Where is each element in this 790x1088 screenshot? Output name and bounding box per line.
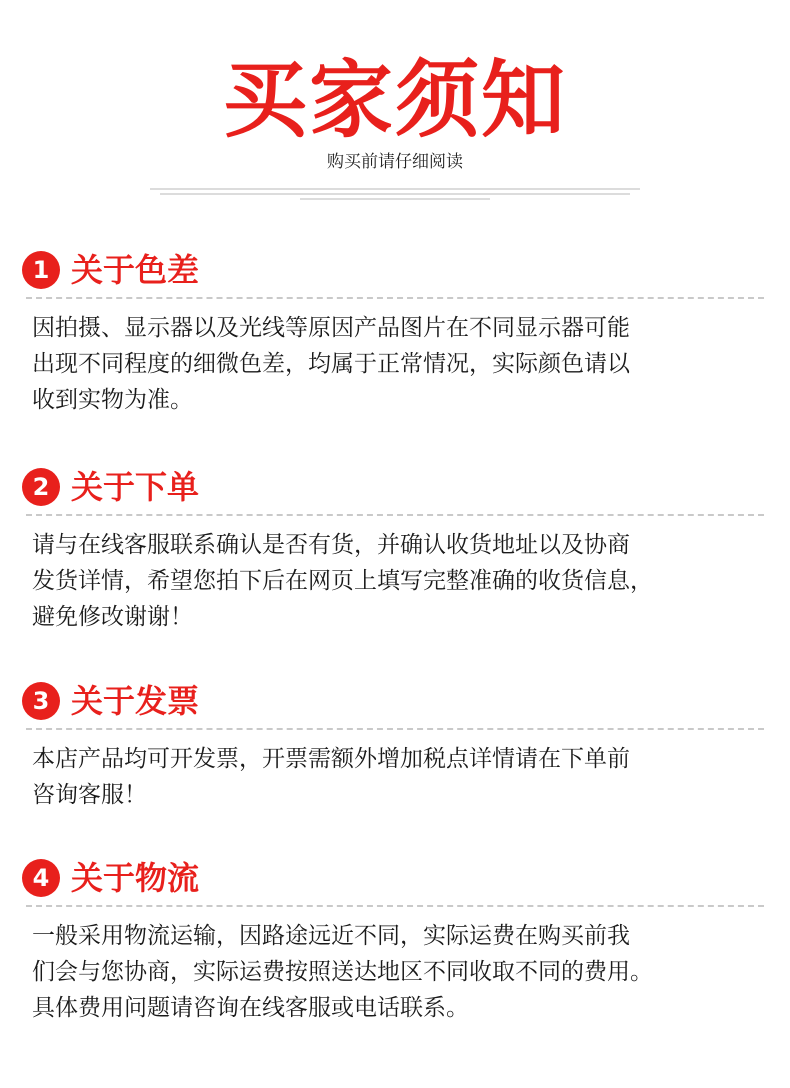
section-heading — [22, 858, 199, 898]
section-body: 因拍摄、显示器以及光线等原因产品图片在不同显示器可能 出现不同程度的细微色差，均属于正常情况，实际颜色请以 收到实物为准。 — [32, 315, 630, 413]
dashed-divider — [26, 514, 764, 516]
section-heading — [22, 250, 199, 290]
section-heading — [22, 467, 199, 507]
page-subtitle: 购买前请仔细阅读 — [327, 152, 463, 172]
page-title: 买家须知 — [222, 51, 567, 149]
section-title: 关于下单 — [71, 468, 200, 506]
section-title: 关于发票 — [71, 682, 200, 720]
number-badge: 4 — [22, 859, 60, 897]
dashed-divider — [26, 905, 764, 907]
section-body: 一般采用物流运输，因路途远近不同，实际运费在购买前我 们会与您协商，实际运费按照送达地区不同收取不同的费用。 具体费用问题请咨询在线客服或电话联系。 — [32, 923, 653, 1021]
number-badge: 1 — [22, 251, 60, 289]
dashed-divider — [26, 297, 764, 299]
section-body: 本店产品均可开发票，开票需额外增加税点详情请在下单前 咨询客服！ — [32, 746, 630, 808]
decorative-fine-print — [150, 186, 640, 204]
dashed-divider — [26, 728, 764, 730]
section-heading — [22, 681, 199, 721]
number-badge: 3 — [22, 682, 60, 720]
section-body: 请与在线客服联系确认是否有货，并确认收货地址以及协商 发货详情，希望您拍下后在网页上填写完整准确的收货信息， 避免修改谢谢！ — [32, 532, 653, 630]
number-badge: 2 — [22, 468, 60, 506]
section-title: 关于物流 — [71, 859, 200, 897]
section-title: 关于色差 — [71, 251, 200, 289]
